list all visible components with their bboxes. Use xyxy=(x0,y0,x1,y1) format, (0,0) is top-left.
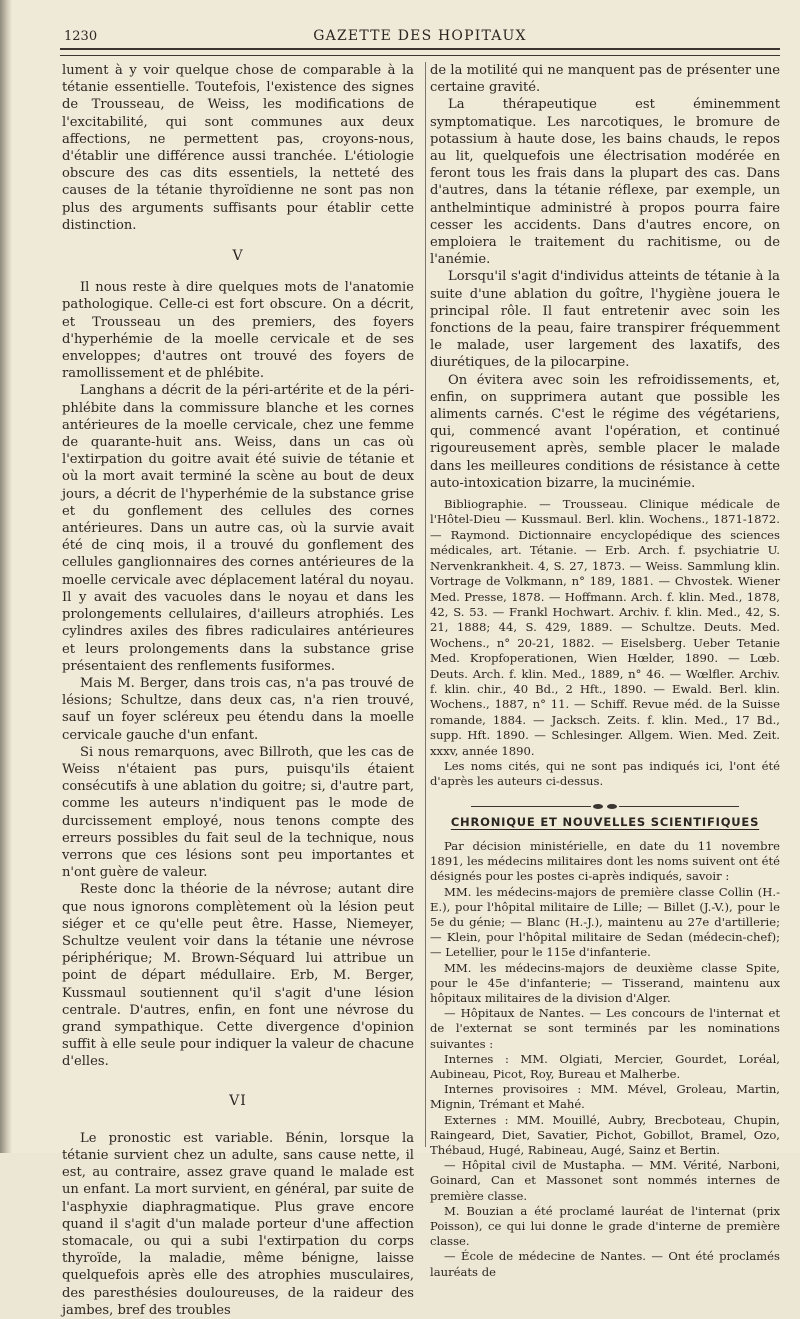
news-item: MM. les médecins-majors de deuxième classe Spite, pour le 45e d'infanterie; — Tisserand, maintenu aux hôpitaux militaires de la division d'Alger. xyxy=(430,960,780,1006)
paragraph: Si nous remarquons, avec Billroth, que les cas de Weiss n'étaient pas purs, puisqu'ils étaient consécutifs à une ablation du goitre; si, d'autre part, comme les auteurs n'indiquent pas le mode de durcissement employé, nous tenons compte des erreurs possibles du fait seul de la technique, nous verrons que ces lésions sont peu importantes et n'ont guère de valeur. xyxy=(62,744,414,881)
column-divider xyxy=(425,62,426,1147)
journal-title: GAZETTE DES HOPITAUX xyxy=(313,28,527,44)
section-title-chronique: CHRONIQUE ET NOUVELLES SCIENTIFIQUES xyxy=(450,814,760,829)
paragraph: Le pronostic est variable. Bénin, lorsque la tétanie survient chez un adulte, sans cause nette, il est, au contraire, assez grave quand le malade est un enfant. La mort survient, en général, par suite de l'asphyxie diaphragmatique. Plus grave encore quand il s'agit d'un malade porteur d'une affection stomacale, ou qui a subi l'extirpation du corps thyroïde, la maladie, même bénigne, laisse quelquefois après elle des atrophies musculaires, des paresthésies douloureuses, de la raideur des jambes, bref des troubles xyxy=(62,1130,414,1318)
paragraph: La thérapeutique est éminemment symptomatique. Les narcotiques, le bromure de potassium à haute dose, les bains chauds, le repos au lit, quelquefois une électrisation modérée en feront tous les frais dans la plupart des cas. Dans d'autres, dans la tétanie réflexe, par exemple, un anthelmintique administré à propos pourra faire cesser les accidents. Dans d'autres encore, on emploiera le traitement du rachitisme, ou de l'anémie. xyxy=(430,97,780,268)
section-heading-v: V xyxy=(232,248,244,265)
news-item: Internes provisoires : MM. Mével, Groleau, Martin, Mignin, Trémant et Mahé. xyxy=(430,1082,780,1112)
news-item: Internes : MM. Olgiati, Mercier, Gourdet, Loréal, Aubineau, Picot, Roy, Bureau et Malherbe. xyxy=(430,1051,780,1082)
page-header xyxy=(60,26,780,48)
right-column xyxy=(430,62,780,1280)
news-item: M. Bouzian a été proclamé lauréat de l'internat (prix Poisson), ce qui lui donne le grade d'interne de première classe. xyxy=(430,1203,780,1249)
news-item: — École de médecine de Nantes. — Ont été proclamés lauréats de xyxy=(430,1249,780,1279)
paragraph: de la motilité qui ne manquent pas de présenter une certaine gravité. xyxy=(430,63,780,96)
paragraph: Lorsqu'il s'agit d'individus atteints de tétanie à la suite d'une ablation du goître, l'hygiène jouera le principal rôle. Il faut entretenir avec soin les fonctions de la peau, faire transpirer fréquemment le malade, user largement des laxatifs, des diurétiques, de la pilocarpine. xyxy=(430,269,780,371)
paragraph: On évitera avec soin les refroidissements, et, enfin, on supprimera autant que possible les aliments carnés. C'est le régime des végétariens, qui, commencé avant l'opération, et continué rigoureusement après, semble placer le malade dans les meilleures conditions de résistance à cette auto-intoxication bizarre, la mucinémie. xyxy=(430,372,780,491)
bibliography-text: Bibliographie. — Trousseau. Clinique médicale de l'Hôtel-Dieu — Kussmaul. Berl. klin. Wochens., 1871-1872. — Raymond. Dictionnaire encyclopédique des sciences médicales, art. Tétanie. — Erb. Arch. f. psychiatrie U. Nervenkrankheit. 4, S. 27, 1873. — Weiss. Sammlung klin. Vortrage de Volkmann, n° 189, 1881. — Chvostek. Wiener Med. Presse, 1878. — Hoffmann. Arch. f. klin. Med., 1878, 42, S. 53. — Frankl Hochwart. Archiv. f. klin. Med., 42, S. 21, 1888; 44, S. 429, 1889. — Schultze. Deuts. Med. Wochens., n° 20-21, 1882. — Eiselsberg. Ueber Tetanie Med. Kropfoperationen, Wien Hœlder, 1890. — Lœb. Deuts. Arch. f. klin. Med., 1889, n° 46. — Wœlfler. Archiv. f. klin. chir., 40 Bd., 2 Hft., 1890. — Ewald. Berl. klin. Wochens., 1887, n° 11. — Schiff. Revue méd. de la Suisse romande, 1884. — Jacksch. Zeits. f. klin. Med., 17 Bd., supp. Hft. 1890. — Schlesinger. Allgem. Wien. Med. Zeit. xxxv, année 1890. xyxy=(430,497,780,758)
left-column xyxy=(62,62,414,1319)
paragraph: Reste donc la théorie de la névrose; autant dire que nous ignorons complètement où la lésion peut siéger et ce qu'elle peut être. Hasse, Niemeyer, Schultze veulent voir dans la tétanie une névrose périphérique; M. Brown-Séquard lui attribue un point de départ médullaire. Erb, M. Berger, Kussmaul soutiennent qu'il s'agit d'une lésion centrale. D'autres, enfin, en font une névrose du grand sympathique. Cette divergence d'opinion suffit à elle seule pour indiquer la valeur de chacune d'elles. xyxy=(62,882,414,1070)
ornament-divider xyxy=(430,798,780,808)
news-item: MM. les médecins-majors de première classe Collin (H.-E.), pour l'hôpital militaire de Lille; — Billet (J.-V.), pour le 5e du génie; — Blanc (H.-J.), maintenu au 27e d'artillerie; — Klein, pour l'hôpital militaire de Sedan (médecin-chef); — Letellier, pour le 115e d'infanterie. xyxy=(430,884,780,960)
news-item: Externes : MM. Mouillé, Aubry, Brecboteau, Chupin, Raingeard, Diet, Savatier, Pichot, Gobillot, Bramel, Ozo, Thébaud, Hugé, Rabineau, Augé, Sainz et Bertin. xyxy=(430,1112,780,1158)
chronique-body xyxy=(430,839,780,1280)
page-binding-edge xyxy=(0,0,12,1153)
paragraph: Langhans a décrit de la péri-artérite et de la péri-phlébite dans la commissure blanche et les cornes antérieures de la moelle cervicale, chez une femme de quarante-huit ans. Weiss, dans un cas où l'extirpation du goitre avait été suivie de tétanie et où la mort avait terminé la scène au bout de deux jours, a décrit de l'hyperhémie de la substance grise et du gonflement des cellules des cornes antérieures. Dans un autre cas, où la survie avait été de cinq mois, il a trouvé du gonflement des cellules ganglionnaires des cornes antérieures de la moelle cervicale avec déplacement latéral du noyau. Il y avait des vacuoles dans le noyau et dans les prolongements cellulaires, d'ailleurs atrophiés. Les cylindres axiles des fibres radiculaires antérieures et leurs prolongements dans la substance grise présentaient des renflements fusiformes. xyxy=(62,383,414,674)
page-number: 1230 xyxy=(64,29,98,44)
header-rule-thin xyxy=(60,55,780,56)
paragraph: Il nous reste à dire quelques mots de l'anatomie pathologique. Celle-ci est fort obscure. On a décrit, et Trousseau un des premiers, des foyers d'hyperhémie de la moelle cervicale et de ses enveloppes; d'autres ont trouvé des foyers de ramollissement et de phlébite. xyxy=(62,280,414,382)
news-item: Par décision ministérielle, en date du 11 novembre 1891, les médecins militaires dont les noms suivent ont été désignés pour les postes ci-après indiqués, savoir : xyxy=(430,839,780,884)
bibliography xyxy=(430,497,780,790)
bibliography-note: Les noms cités, qui ne sont pas indiqués ici, l'ont été d'après les auteurs ci-dessus. xyxy=(430,758,780,789)
news-item: — Hôpitaux de Nantes. — Les concours de l'internat et de l'externat se sont terminés par les nominations suivantes : xyxy=(430,1006,780,1051)
news-item: — Hôpital civil de Mustapha. — MM. Vérité, Narboni, Goinard, Can et Massonet sont nommés internes de première classe. xyxy=(430,1158,780,1203)
paragraph: Mais M. Berger, dans trois cas, n'a pas trouvé de lésions; Schultze, dans deux cas, n'a rien trouvé, sauf un foyer scléreux peu étendu dans la moelle cervicale gauche d'un enfant. xyxy=(62,675,414,743)
section-heading-vi: VI xyxy=(229,1092,247,1109)
paragraph: lument à y voir quelque chose de comparable à la tétanie essentielle. Toutefois, l'existence des signes de Trousseau, de Weiss, les modifications de l'excitabilité, qui sont communes aux deux affections, ne permettent pas, croyons-nous, d'établir une différence aussi tranchée. L'étiologie obscure des cas dits essentiels, la netteté des causes de la tétanie thyroïdienne ne sont pas non plus des arguments suffisants pour établir cette distinction. xyxy=(62,63,414,233)
header-rule-thick xyxy=(60,48,780,50)
